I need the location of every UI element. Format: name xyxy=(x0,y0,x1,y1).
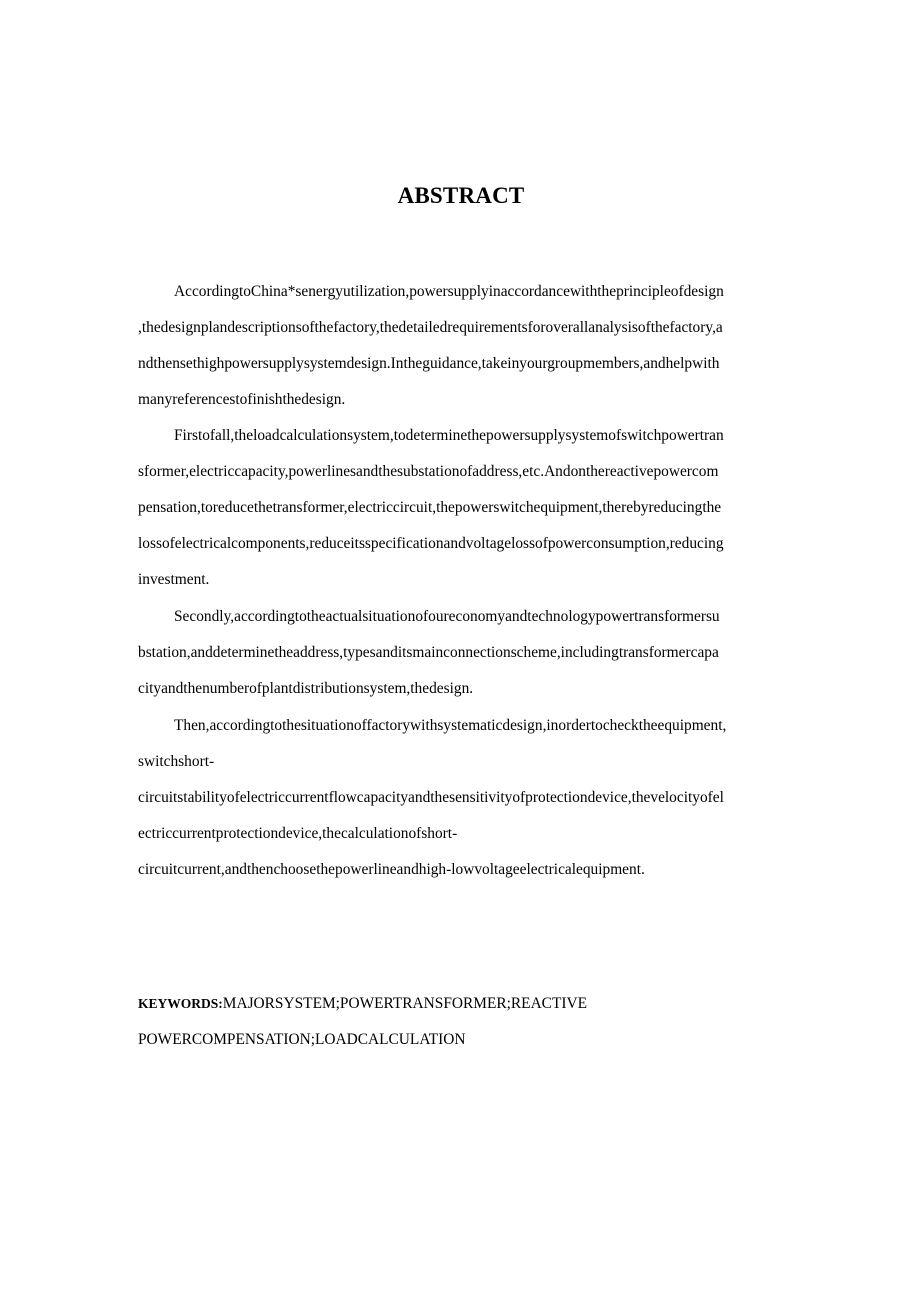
abstract-title: ABSTRACT xyxy=(397,183,525,208)
paragraph-4-line-3: circuitstabilityofelectriccurrentflowcapacityandthesensitivityofprotectiondevice,thevelocityofel xyxy=(138,789,724,806)
paragraph-1-line-1: AccordingtoChina*senergyutilization,powersupplyinaccordancewiththeprincipleofdesign xyxy=(174,283,724,300)
paragraph-3-line-3: cityandthenumberofplantdistributionsystem,thedesign. xyxy=(138,680,474,697)
keywords-label: KEYWORDS: xyxy=(138,996,223,1011)
paragraph-1-line-3: ndthensethighpowersupplysystemdesign.Intheguidance,takeinyourgroupmembers,andhelpwith xyxy=(138,355,720,372)
paragraph-2-line-4: lossofelectricalcomponents,reduceitsspecificationandvoltagelossofpowerconsumption,reducing xyxy=(138,535,724,552)
keywords-line-1 xyxy=(138,994,587,1014)
paragraph-1-line-4: manyreferencestofinishthedesign. xyxy=(138,391,346,408)
paragraph-3-line-2: bstation,anddeterminetheaddress,typesanditsmainconnectionscheme,includingtransformercapa xyxy=(138,644,719,661)
paragraph-2-line-5: investment. xyxy=(138,571,210,588)
paragraph-4-line-4: ectriccurrentprotectiondevice,thecalculationofshort- xyxy=(138,825,458,842)
paragraph-3-line-1: Secondly,accordingtotheactualsituationofoureconomyandtechnologypowertransformersu xyxy=(174,608,720,625)
paragraph-4-line-5: circuitcurrent,andthenchoosethepowerlineandhigh-lowvoltageelectricalequipment. xyxy=(138,861,645,878)
paragraph-4-line-2: switchshort- xyxy=(138,753,215,770)
paragraph-2-line-2: sformer,electriccapacity,powerlinesandthesubstationofaddress,etc.Andonthereactivepowercom xyxy=(138,463,719,480)
keywords-text-1: MAJORSYSTEM;POWERTRANSFORMER;REACTIVE xyxy=(222,995,587,1012)
paragraph-2-line-3: pensation,toreducethetransformer,electriccircuit,thepowerswitchequipment,therebyreducingthe xyxy=(138,499,722,516)
paragraph-1-line-2: ,thedesignplandescriptionsofthefactory,thedetailedrequirementsforoverallanalysisofthefactory,a xyxy=(138,319,723,336)
paragraph-2-line-1: Firstofall,theloadcalculationsystem,todeterminethepowersupplysystemofswitchpowertran xyxy=(174,427,724,444)
paragraph-4-line-1: Then,accordingtothesituationoffactorywithsystematicdesign,inordertochecktheequipment, xyxy=(174,717,727,734)
keywords-line-2: POWERCOMPENSATION;LOADCALCULATION xyxy=(138,1031,466,1048)
